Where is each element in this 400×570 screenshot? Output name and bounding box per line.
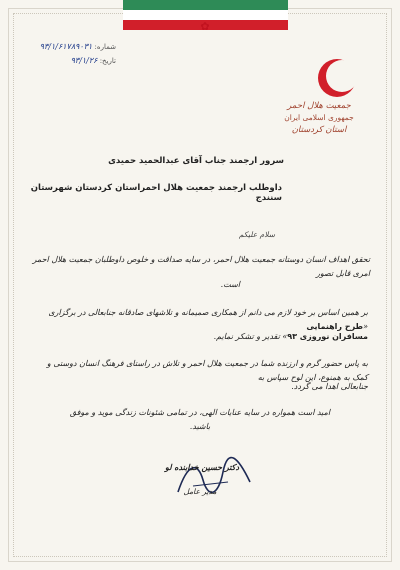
closing-paragraph: امید است همواره در سایه عنایات الهی، در تمامی شئونات زندگی موید و موفق باشید. bbox=[69, 408, 331, 431]
date-value: ۹۳/۱/۲۶ bbox=[70, 56, 98, 65]
signatory-name: دکتر حسین خدابنده لو bbox=[164, 462, 240, 472]
greeting: سلام علیکم bbox=[238, 230, 275, 239]
organization-country: جمهوری اسلامی ایران bbox=[284, 113, 354, 122]
paragraph-2-continued bbox=[30, 330, 368, 344]
paragraph-1-end: است. bbox=[220, 280, 240, 289]
paragraph-3: به پاس حضور گرم و ارزنده شما در جمعیت هلال احمر و تلاش در راستای فرهنگ انسان دوستی و کمک به همنوع، این لوح سپاس به bbox=[46, 359, 368, 382]
organization-block bbox=[274, 100, 364, 136]
letter-meta bbox=[26, 40, 116, 68]
number-value: ۹۳/۱/۶۱۷۸۹۰۳۱ bbox=[39, 42, 93, 51]
organization-province: استان کردستان bbox=[291, 125, 347, 135]
iran-flag-band bbox=[123, 0, 288, 33]
paragraph-2-emphasis-1: طرح راهنمایی bbox=[306, 322, 364, 331]
number-label: شماره: bbox=[94, 43, 116, 51]
red-crescent-logo-icon bbox=[312, 56, 362, 100]
recipient-line: سرور ارجمند جناب آقای عبدالحمید حمیدی bbox=[108, 156, 284, 166]
paragraph-2-text: بر همین اساس بر خود لازم می دانم از همکاری صمیمانه و تلاشهای صادقانه جنابعالی در برگزاری « bbox=[48, 308, 368, 331]
paragraph-1: تحقق اهداف انسان دوستانه جمعیت هلال احمر، در سایه صداقت و خلوص داوطلبان جمعیت هلال احمر امری قابل تصور bbox=[32, 255, 370, 278]
paragraph-2-emphasis-2: مسافران نوروزی ۹۳ bbox=[287, 332, 368, 341]
letter-number-row bbox=[26, 40, 116, 54]
letter-date-row bbox=[26, 54, 116, 68]
iran-emblem-icon: ✿ bbox=[200, 20, 210, 33]
paragraph-2-end: » تقدیر و تشکر نمایم. bbox=[213, 332, 288, 341]
organization-name: جمعیت هلال احمر bbox=[287, 101, 351, 111]
signatory-title: مدیر عامل bbox=[183, 487, 217, 496]
paragraph-3-end: جنابعالی اهدا می گردد. bbox=[291, 382, 368, 391]
date-label: تاریخ: bbox=[99, 57, 116, 65]
recipient-role-line: داوطلب ارجمند جمعیت هلال احمراستان کردستان شهرستان سنندج bbox=[30, 183, 282, 203]
